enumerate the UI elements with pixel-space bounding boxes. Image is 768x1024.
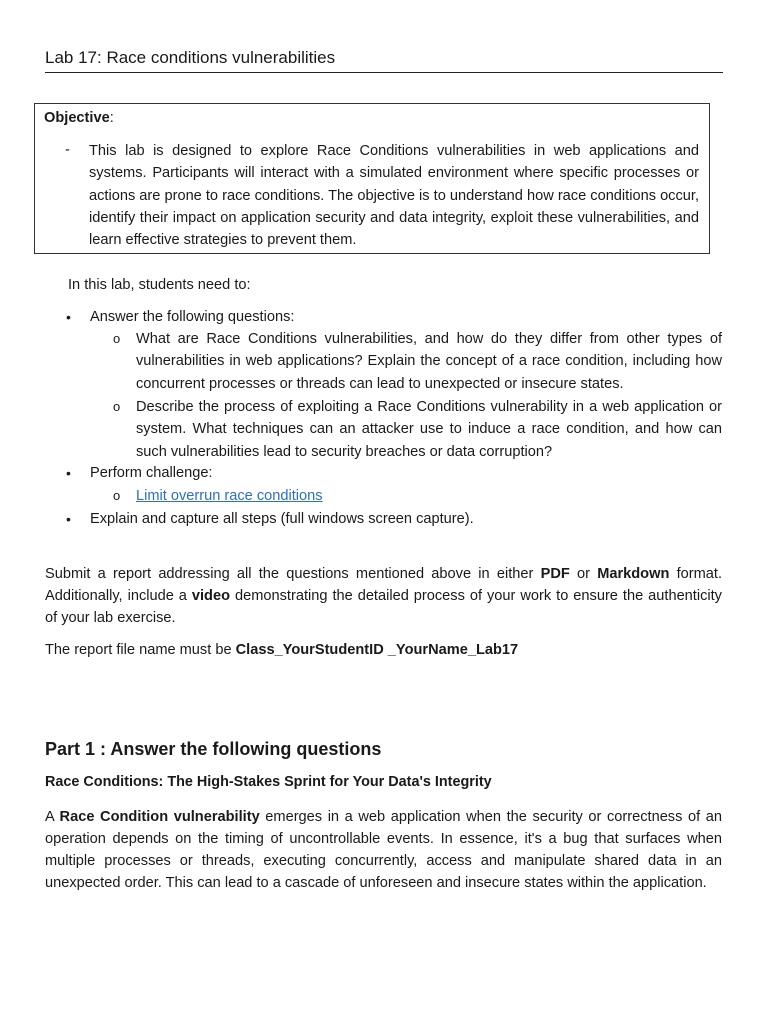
filename-line [45,639,518,661]
race-condition-paragraph [45,806,722,894]
filename-prefix: The report file name must be [45,642,236,658]
question-2: Describe the process of exploiting a Race Conditions vulnerability in a web application or system. What techniques can an attacker use to induce a race condition, and how can such vulnerabilities lead to security breaches or data corruption? [136,399,722,460]
submit-paragraph [45,563,722,629]
bullet-icon: • [66,309,71,325]
section-subheading: Race Conditions: The High-Stakes Sprint for Your Data's Integrity [45,774,492,790]
para-text: emerges in a web application when the security or correctness of an operation depends on the timing of uncontrollable events. In essence, it's a bug that surfaces when multiple processes or threads, executing concurrently, access and manipulate shared data in an unexpected order. This can lead to a cascade of unforeseen and insecure states within the application. [45,809,723,891]
bullet-answer-questions: Answer the following questions: [90,309,295,325]
format-pdf: PDF [540,566,570,582]
filename-value: Class_YourStudentID _YourName_Lab17 [235,642,519,658]
video-label: video [191,588,231,604]
objective-dash: - [65,142,70,158]
objective-text: This lab is designed to explore Race Conditions vulnerabilities in web applications and systems. Participants will interact with a simulated environment where specific processes or actions are prone to race conditions. The objective is to understand how race conditions occur, identify their impact on application security and data integrity, exploit these vulnerabilities, and learn effective strategies to prevent them. [89,143,699,249]
sub-bullet-icon: o [113,399,121,414]
submit-or: or [569,566,598,582]
part1-title-text: Part 1 : Answer the following questions [45,739,382,759]
sub-bullet-icon: o [113,331,121,346]
bullet-explain-capture: Explain and capture all steps (full windows screen capture). [90,511,474,527]
bullet-perform-challenge: Perform challenge: [90,465,213,481]
submit-text: demonstrating the detailed process of your work to ensure the authenticity of your lab exercise. [45,588,722,626]
format-markdown: Markdown [597,566,670,582]
objective-box [34,103,710,254]
part1-title [45,739,381,760]
bullet-icon: • [66,511,71,527]
bullet-icon: • [66,465,71,481]
objective-label: Objective [44,110,110,126]
intro-text: In this lab, students need to: [68,277,251,293]
submit-text: Submit a report addressing all the questions mentioned above in either [45,566,541,582]
objective-colon: : [109,110,114,126]
submit-text: format. Additionally, include a [45,566,723,604]
objective-heading [44,110,114,126]
para-text: A [45,809,60,825]
para-bold-term: Race Condition vulnerability [59,809,260,825]
challenge-link[interactable]: Limit overrun race conditions [136,488,323,504]
question-1: What are Race Conditions vulnerabilities, and how do they differ from other types of vulnerabilities in web applications? Explain the concept of a race condition, including how concurrent processes or threads can lead to unexpected or insecure states. [136,331,722,392]
page-title: Lab 17: Race conditions vulnerabilities [45,48,723,73]
sub-bullet-icon: o [113,488,121,503]
